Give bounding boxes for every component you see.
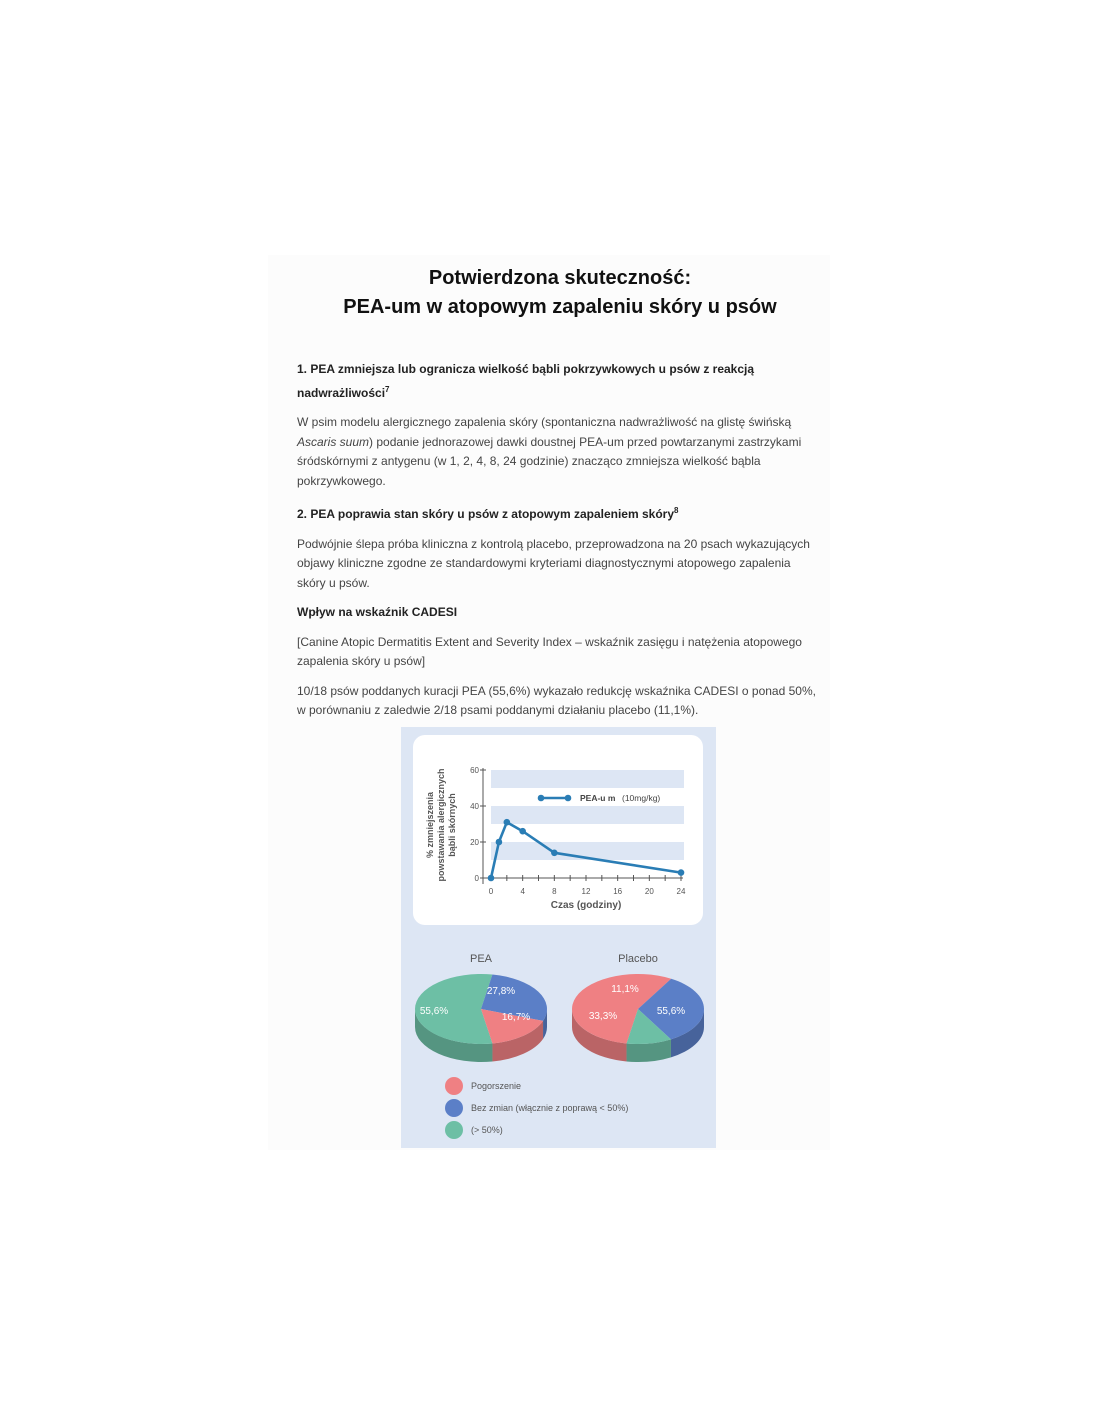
legend-nochange-label: Bez zmian (włącznie z poprawą < 50%) (471, 1103, 629, 1113)
y-tick-label-60: 60 (470, 766, 479, 775)
chart-band-2 (491, 770, 684, 788)
y-tick-label-40: 40 (470, 802, 479, 811)
legend-improvement-label: (> 50%) (471, 1125, 503, 1135)
pie-1-label-1: 27,8% (486, 986, 516, 997)
title-line-2: PEA-um w atopowym zapaleniu skóry u psów (343, 296, 777, 318)
article-body (297, 360, 822, 731)
pie-2-label-0: 55,6% (656, 1006, 686, 1017)
title-line-1: Potwierdzona skuteczność: (428, 267, 692, 289)
legend-series-point-left (538, 795, 545, 802)
page-title (268, 264, 852, 322)
x-tick-label-8: 8 (552, 887, 557, 896)
section-2-reference: 8 (674, 506, 679, 515)
section-2-heading (297, 501, 822, 525)
pie-title-2: Placebo (618, 953, 658, 965)
cadesi-definition: [Canine Atopic Dermatitis Extent and Severity Index – wskaźnik zasięgu i natężenia atopowego zapalenia skóry u psów] (297, 634, 802, 668)
data-point-0h (488, 875, 495, 882)
pie-2-label-1: 33,3% (588, 1011, 618, 1022)
chart-band-1 (491, 806, 684, 824)
cadesi-result: 10/18 psów poddanych kuracji PEA (55,6%) wykazało redukcję wskaźnika CADESI o ponad 50%, w porównaniu z zaledwie 2/18 psami poddanymi działaniu placebo (11,1%). (297, 683, 816, 717)
cadesi-heading: Wpływ na wskaźnik CADESI (297, 605, 458, 619)
y-tick-label-0: 0 (474, 874, 479, 883)
legend-worse-label: Pogorszenie (471, 1081, 522, 1091)
section-1-heading-text: 1. PEA zmniejsza lub ogranicza wielkość bąbli pokrzywkowych u psów z reakcją nadwrażliwości (297, 362, 755, 400)
section-1-text-b: ) podanie jednorazowej dawki doustnej PEA-um przed powtarzanymi zastrzykami śródskórnymi z antygenu (w 1, 2, 4, 8, 24 godzinie) znacząco zmniejsza wielkość bąbla pokrzywkowego. (297, 434, 802, 488)
legend-series-name: PEA-u m (580, 793, 616, 803)
data-point-24h (678, 869, 685, 876)
data-point-4h (519, 828, 526, 835)
legend-improvement-swatch (445, 1121, 463, 1139)
data-point-2h (504, 819, 511, 826)
pie-1-label-0: 55,6% (419, 1006, 449, 1017)
y-axis-label-line-1: % zmniejszenia (425, 791, 435, 859)
pie-title-1: PEA (469, 953, 493, 965)
x-tick-label-20: 20 (644, 887, 654, 896)
y-axis-label-line-2: powstawania alergicznych (436, 768, 446, 882)
section-2-paragraph: Podwójnie ślepa próba kliniczna z kontrolą placebo, przeprowadzona na 20 psach wykazujących objawy kliniczne zgodne ze standardowymi kryteriami diagnostycznymi atopowego zapalenia skóry u psów. (297, 536, 810, 590)
legend-nochange-swatch (445, 1099, 463, 1117)
y-tick-label-20: 20 (470, 838, 479, 847)
section-1-text-a: W psim modelu alergicznego zapalenia skóry (spontaniczna nadwrażliwość na glistę świńską (297, 415, 792, 429)
x-tick-label-12: 12 (581, 887, 591, 896)
y-axis-label-line-3: bąbli skórnych (447, 793, 457, 857)
legend-series-point-right (565, 795, 572, 802)
legend-series-dose: (10mg/kg) (622, 793, 661, 803)
x-tick-label-16: 16 (613, 887, 623, 896)
section-1-species: Ascaris suum (297, 434, 370, 449)
x-tick-label-24: 24 (676, 887, 686, 896)
pie-1-label-2: 16,7% (501, 1012, 531, 1023)
section-1-reference: 7 (385, 384, 390, 394)
x-axis-label: Czas (godziny) (550, 900, 622, 911)
x-tick-label-4: 4 (520, 887, 525, 896)
section-2-heading-text: 2. PEA poprawia stan skóry u psów z atopowym zapaleniem skóry (297, 507, 674, 521)
x-tick-label-0: 0 (488, 887, 494, 896)
section-1-paragraph (297, 413, 822, 491)
data-point-1h (496, 839, 503, 846)
data-point-8h (551, 850, 558, 857)
legend-worse-swatch (445, 1077, 463, 1095)
pie-2-label-2: 11,1% (611, 984, 639, 995)
section-1-heading (297, 360, 822, 403)
